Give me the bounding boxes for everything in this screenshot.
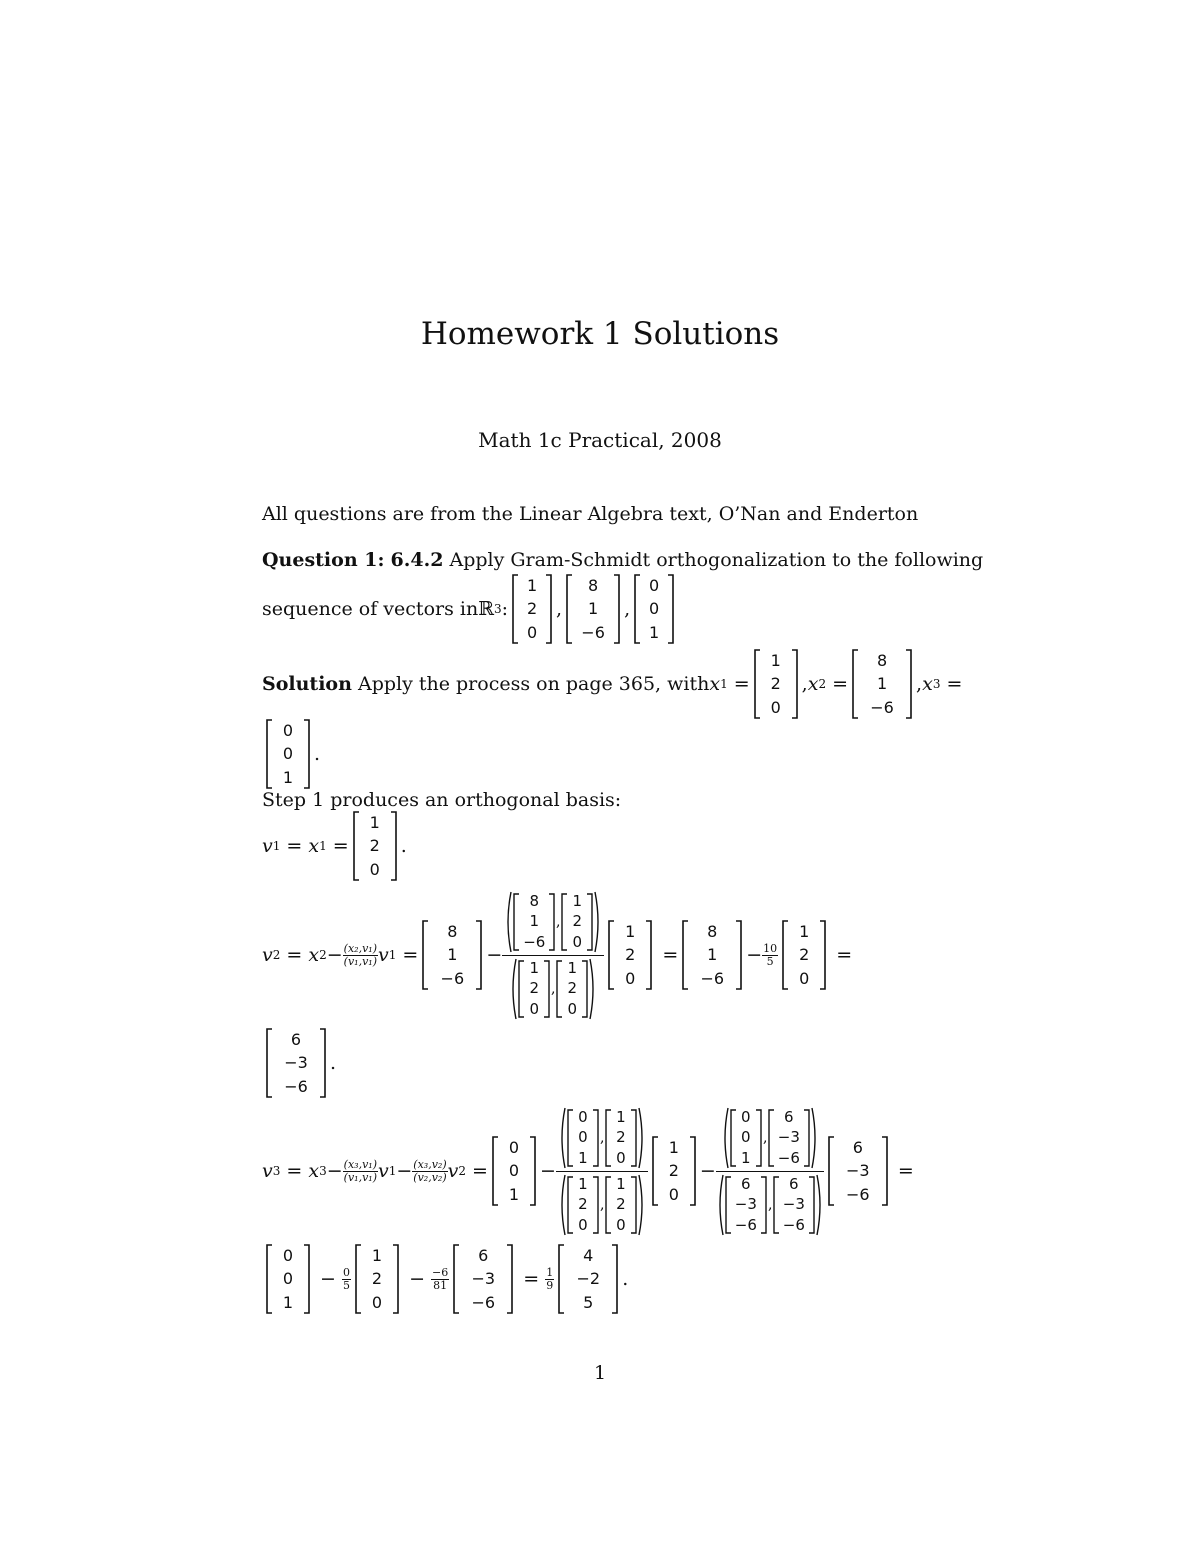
matrix-entry: 1 — [282, 767, 294, 787]
matrix-entry: −3 — [782, 1195, 805, 1214]
matrix-entry: 1 — [616, 1107, 626, 1126]
question-text: Apply Gram-Schmidt orthogonalization to the following — [449, 549, 984, 571]
matrix-entry: 1 — [282, 1292, 294, 1312]
solution-x3: 0 0 1 . — [262, 718, 320, 790]
matrix-entry: 0 — [578, 1215, 588, 1234]
column-vector — [557, 1244, 619, 1314]
matrix-entry: 8 — [529, 891, 540, 910]
column-vector — [565, 574, 621, 644]
real-space-symbol: ℝ — [478, 598, 494, 620]
matrix-entry: 0 — [282, 744, 294, 764]
matrix-entry: 6 — [784, 1107, 794, 1126]
matrix-entry: 6 — [478, 1246, 489, 1265]
matrix-entry: 1 — [508, 1184, 520, 1204]
matrix-entry: −6 — [700, 968, 725, 988]
svg-text:,: , — [762, 1129, 768, 1146]
matrix-entry: 1 — [707, 945, 718, 965]
matrix-entry: 4 — [583, 1246, 594, 1265]
v2-equation: v 2 = x 2 − $\frac{\text{(x₂,v₁)}}{\text{(v₁,v₁)}}$ v 1 = 8 1 −6 − , 8 1 −6 1 2 0 , 1 2 0 1 2 0 1 2 0 = 8 1 −6 − $\frac{10}{5}$ 1 2 0 = — [262, 891, 853, 1018]
matrix-entry: 1 — [616, 1174, 626, 1193]
column-vector — [651, 1136, 697, 1206]
matrix-entry: 5 — [583, 1292, 594, 1312]
matrix-entry: 2 — [616, 1195, 626, 1214]
matrix-entry: −3 — [284, 1053, 308, 1073]
column-vector — [607, 920, 653, 990]
matrix-entry: 0 — [649, 599, 660, 619]
matrix-entry: 1 — [649, 622, 660, 642]
matrix-entry: 0 — [282, 1269, 294, 1289]
matrix-entry: −3 — [471, 1269, 496, 1289]
matrix-entry: 2 — [529, 979, 540, 998]
matrix-entry: 1 — [578, 1148, 588, 1167]
matrix-entry: 0 — [741, 1128, 751, 1147]
matrix-entry: 0 — [616, 1215, 626, 1234]
matrix-entry: 8 — [588, 576, 599, 595]
column-vector — [452, 1244, 514, 1314]
matrix-entry: 0 — [526, 622, 538, 642]
inner-product — [558, 1174, 646, 1236]
matrix-entry: 1 — [369, 813, 380, 832]
solution-line: Solution Apply the process on page 365, with x 1 = 1 2 0 , x 2 = 8 1 −6 , x 3 = — [262, 648, 962, 720]
matrix-entry: 0 — [578, 1107, 588, 1126]
column-vector — [352, 811, 398, 881]
matrix-entry: 1 — [371, 1246, 383, 1265]
question-ref: 6.4.2 — [390, 549, 444, 571]
matrix-entry: −3 — [846, 1161, 870, 1181]
column-vector — [491, 1136, 537, 1206]
matrix-entry: −3 — [777, 1128, 800, 1147]
inner-product — [504, 891, 602, 953]
svg-text:,: , — [551, 980, 556, 997]
column-vector — [681, 920, 743, 990]
step1-text: Step 1 produces an orthogonal basis: — [262, 789, 622, 811]
matrix-entry: 0 — [741, 1107, 751, 1126]
matrix-entry: 2 — [625, 945, 636, 965]
question-label: Question 1: — [262, 549, 385, 571]
v1-equation: v 1 = x 1 = 1 2 0 . — [262, 810, 407, 882]
column-vector — [827, 1136, 889, 1206]
matrix-entry: 1 — [741, 1148, 751, 1167]
column-vector — [781, 920, 827, 990]
matrix-entry: −6 — [440, 968, 465, 988]
matrix-entry: 0 — [371, 1292, 383, 1312]
matrix-entry: 8 — [707, 922, 718, 941]
svg-text:,: , — [767, 1196, 773, 1213]
matrix-entry: −6 — [782, 1215, 805, 1234]
matrix-entry: 0 — [567, 999, 578, 1018]
matrix-entry: −6 — [870, 697, 894, 717]
matrix-entry: 1 — [876, 674, 888, 694]
matrix-entry: 0 — [649, 576, 660, 595]
matrix-entry: 2 — [770, 674, 781, 694]
matrix-entry: 6 — [290, 1030, 302, 1049]
solution-text: Apply the process on page 365, with — [357, 673, 710, 695]
column-vector — [421, 920, 483, 990]
matrix-entry: 6 — [852, 1138, 863, 1157]
column-vector — [265, 719, 311, 789]
matrix-entry: −6 — [846, 1184, 870, 1204]
matrix-entry: 0 — [799, 968, 810, 988]
svg-text:,: , — [599, 1196, 605, 1213]
column-vector — [851, 649, 913, 719]
matrix-entry: −6 — [734, 1215, 757, 1234]
matrix-entry: 2 — [616, 1128, 626, 1147]
matrix-entry: 0 — [369, 859, 380, 879]
matrix-entry: −3 — [734, 1195, 757, 1214]
v3-equation: v 3 = x 3 − $\frac{\text{(x₃,v₁)}}{\text{(v₁,v₁)}}$ v 1 − $\frac{\text{(x₃,v₂)}}{\text{(v₂,v₂)}}$ v 2 = 0 0 1 − , 0 0 1 1 2 0 , 1 2 0 1 2 0 1 2 0 − , 0 0 1 6 −3 −6 , 6 −3 −6 6 −3 −6 6 −3 −6 = — [262, 1107, 914, 1234]
matrix-entry: 0 — [770, 697, 781, 717]
matrix-entry: 0 — [668, 1184, 679, 1204]
matrix-entry: 2 — [799, 945, 810, 965]
colon: : — [501, 598, 509, 620]
matrix-entry: −6 — [471, 1292, 496, 1312]
matrix-entry: 0 — [282, 721, 294, 740]
matrix-entry: 1 — [578, 1174, 588, 1193]
solution-label: Solution — [262, 673, 352, 695]
matrix-entry: 1 — [625, 922, 636, 941]
matrix-entry: 0 — [529, 999, 540, 1018]
v2-result: 6 −3 −6 . — [262, 1027, 336, 1099]
matrix-entry: 2 — [668, 1161, 679, 1181]
matrix-entry: 8 — [876, 651, 888, 670]
v3-result: 0 0 1 − $\frac{0}{5}$ 1 2 0 − $\frac{-6}{81}$ 6 −3 −6 = $\frac{1}{9}$ 4 −2 5 . — [262, 1243, 628, 1315]
inner-product — [716, 1174, 824, 1236]
matrix-entry: 1 — [668, 1138, 679, 1157]
matrix-entry: 0 — [508, 1161, 520, 1181]
column-vector — [265, 1244, 311, 1314]
matrix-entry: 1 — [447, 945, 458, 965]
svg-text:,: , — [556, 913, 561, 930]
matrix-entry: 2 — [578, 1195, 588, 1214]
matrix-entry: 8 — [447, 922, 458, 941]
matrix-entry: 6 — [789, 1174, 799, 1193]
matrix-entry: 0 — [508, 1138, 520, 1157]
matrix-entry: 2 — [526, 599, 538, 619]
svg-text:,: , — [599, 1129, 605, 1146]
matrix-entry: 1 — [526, 576, 538, 595]
matrix-entry: 6 — [741, 1174, 751, 1193]
inner-product — [558, 1107, 646, 1169]
matrix-entry: 2 — [371, 1269, 383, 1289]
inner-product — [721, 1107, 819, 1169]
matrix-entry: −6 — [284, 1076, 308, 1096]
matrix-entry: 1 — [529, 912, 540, 931]
matrix-entry: 0 — [578, 1128, 588, 1147]
matrix-entry: 0 — [282, 1246, 294, 1265]
inner-product — [509, 958, 597, 1020]
matrix-entry: 1 — [770, 651, 781, 670]
matrix-entry: 0 — [572, 932, 583, 951]
matrix-entry: 0 — [625, 968, 636, 988]
column-vector — [265, 1028, 327, 1098]
page-number: 1 — [593, 1362, 607, 1384]
matrix-entry: 2 — [369, 836, 380, 856]
matrix-entry: 1 — [588, 599, 599, 619]
column-vector — [511, 574, 553, 644]
column-vector — [753, 649, 799, 719]
page-title: Homework 1 Solutions — [420, 316, 780, 352]
matrix-entry: −6 — [777, 1148, 800, 1167]
matrix-entry: −6 — [581, 622, 605, 642]
question-text-2: sequence of vectors in — [262, 598, 479, 620]
matrix-entry: −6 — [523, 932, 546, 951]
matrix-entry: −2 — [576, 1269, 601, 1289]
matrix-entry: 0 — [616, 1148, 626, 1167]
matrix-entry: 2 — [572, 912, 583, 931]
question-1-line2: sequence of vectors in ℝ 3 : 1 2 0 , 8 1 −6 , 0 0 1 — [262, 573, 678, 645]
matrix-entry: 1 — [572, 891, 583, 910]
matrix-entry: 1 — [799, 922, 810, 941]
column-vector — [354, 1244, 400, 1314]
question-1-line1 — [262, 549, 983, 571]
intro-text: All questions are from the Linear Algebra text, O’Nan and Enderton — [262, 503, 919, 525]
matrix-entry: 1 — [567, 958, 578, 977]
column-vector — [633, 574, 675, 644]
subtitle: Math 1c Practical, 2008 — [478, 428, 722, 452]
matrix-entry: 2 — [567, 979, 578, 998]
matrix-entry: 1 — [529, 958, 540, 977]
real-space-exp: 3 — [494, 602, 502, 616]
